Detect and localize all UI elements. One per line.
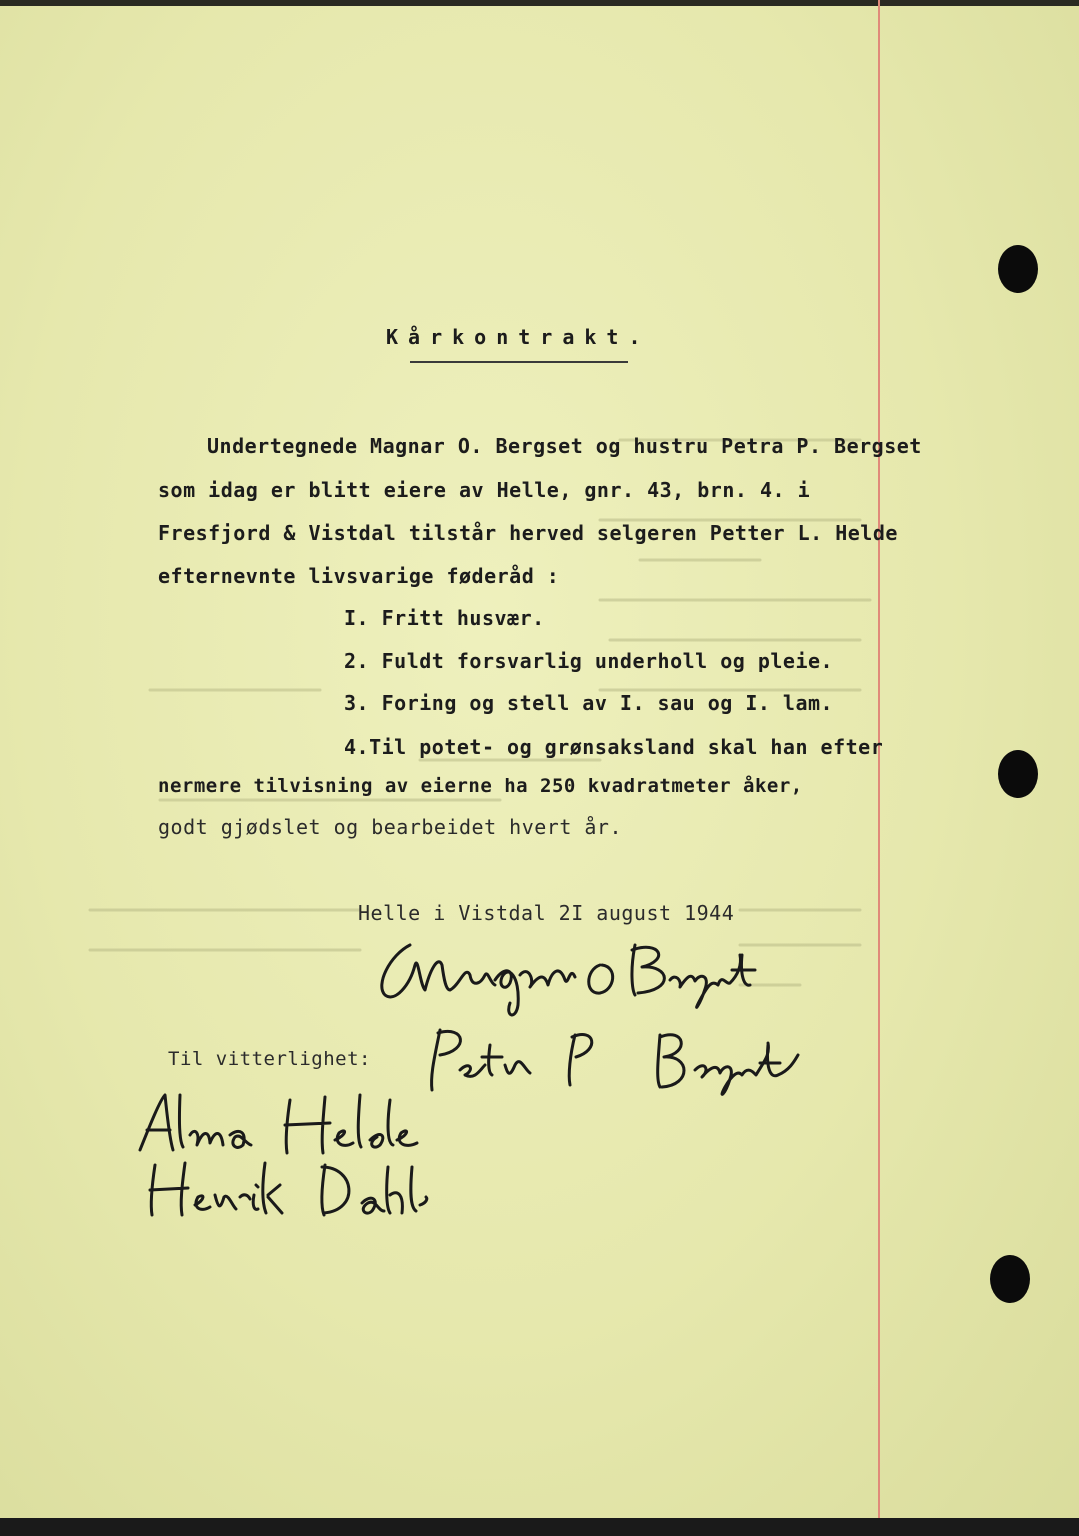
place-date: Helle i Vistdal 2I august 1944 [358, 901, 735, 925]
paragraph-line-4: efternevnte livsvarige føderåd : [158, 564, 560, 588]
punch-hole-middle [998, 750, 1038, 798]
title-underline [410, 361, 628, 363]
paragraph-line-2: som idag er blitt eiere av Helle, gnr. 43, brn. 4. i [158, 478, 811, 502]
paragraph-line-3: Fresfjord & Vistdal tilstår herved selgeren Petter L. Helde [158, 521, 898, 545]
item-1: I. Fritt husvær. [344, 606, 545, 630]
item-4: 4.Til potet- og grønsaksland skal han efter [344, 735, 884, 759]
punch-hole-bottom [990, 1255, 1030, 1303]
punch-hole-top [998, 245, 1038, 293]
continuation-line-1: nermere tilvisning av eierne ha 250 kvadratmeter åker, [158, 775, 803, 797]
continuation-line-2: godt gjødslet og bearbeidet hvert år. [158, 815, 623, 839]
paragraph-line-1: Undertegnede Magnar O. Bergset og hustru Petra P. Bergset [207, 434, 922, 458]
signature-magnar-bergset [370, 925, 800, 1025]
signature-henrik-dahl [140, 1155, 430, 1225]
signature-alma-helde [125, 1085, 425, 1165]
document-title: Kårkontrakt. [386, 325, 651, 349]
item-3: 3. Foring og stell av I. sau og I. lam. [344, 691, 834, 715]
witness-label: Til vitterlighet: [168, 1048, 371, 1070]
signature-petra-bergset [420, 1015, 820, 1105]
scan-bottom-edge [0, 1518, 1079, 1536]
item-2: 2. Fuldt forsvarlig underholl og pleie. [344, 649, 834, 673]
